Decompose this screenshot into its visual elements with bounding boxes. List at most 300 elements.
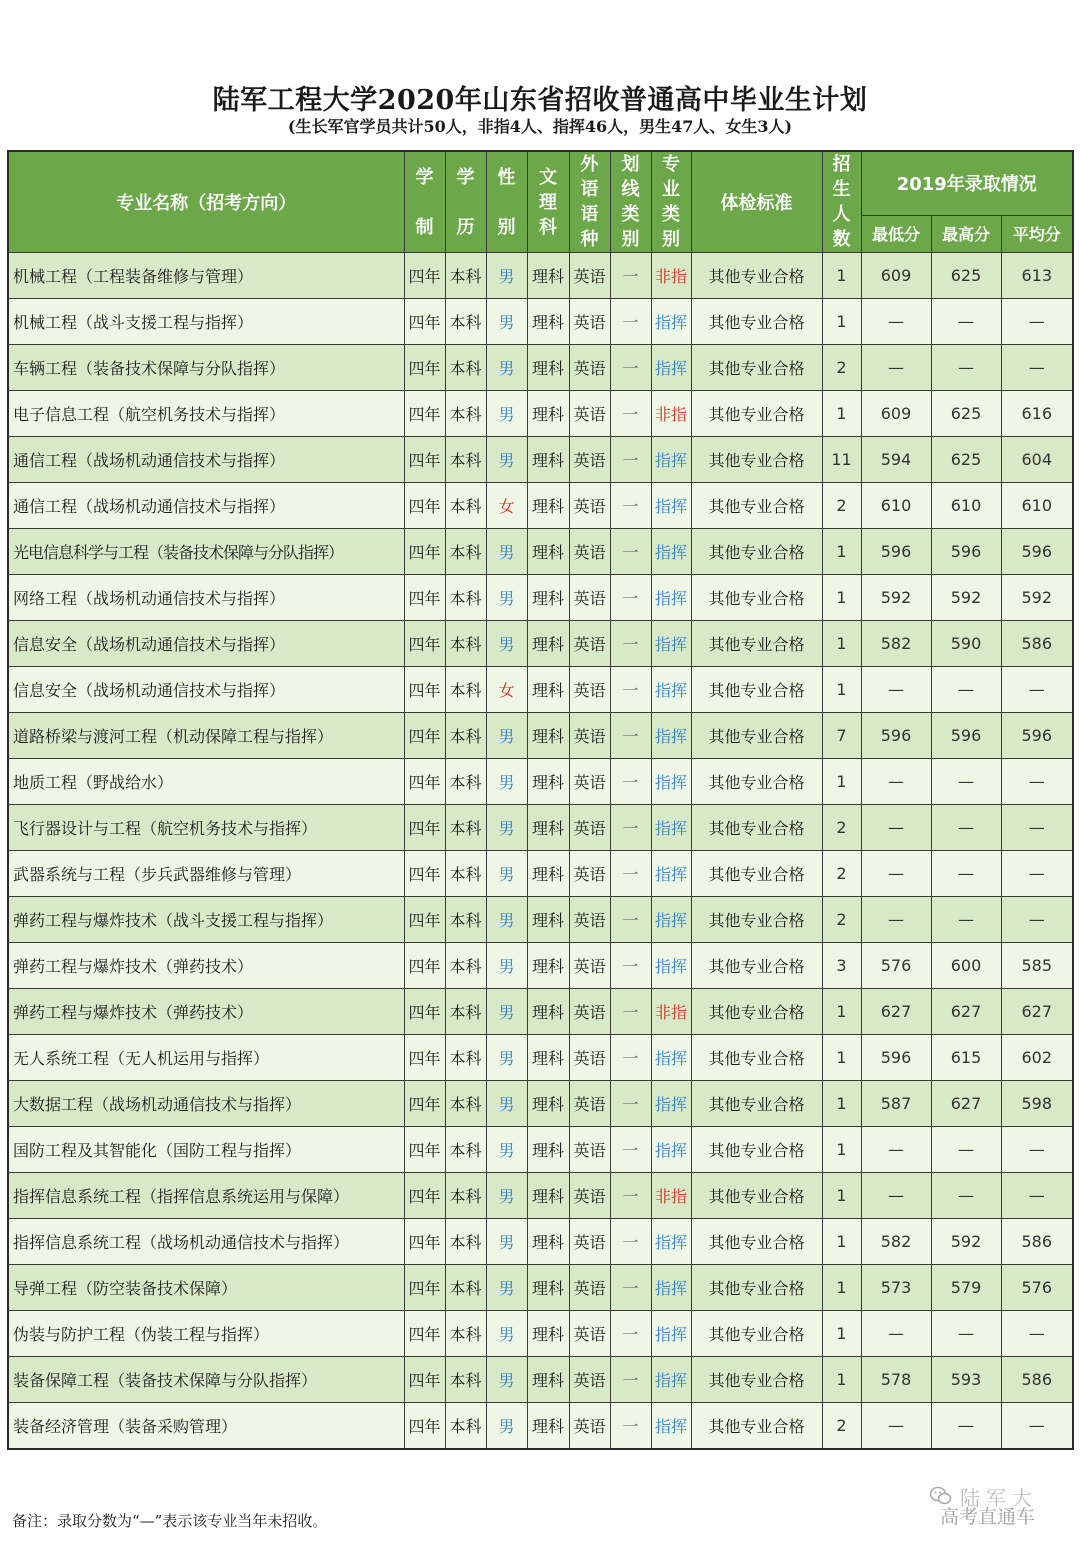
cell-quota: 1	[822, 1127, 861, 1173]
cell-language: 英语	[569, 1173, 610, 1219]
cell-study-years: 四年	[404, 759, 445, 805]
cell-min-score: —	[861, 897, 931, 943]
table-row	[8, 1035, 1073, 1081]
cell-study-years: 四年	[404, 897, 445, 943]
cell-physical: 其他专业合格	[691, 1311, 822, 1357]
header-track: 文 理 科	[527, 151, 569, 253]
table-row	[8, 713, 1073, 759]
cell-avg-score: 586	[1001, 621, 1073, 667]
table-row	[8, 299, 1073, 345]
cell-track: 理科	[527, 1219, 569, 1265]
cell-track: 理科	[527, 529, 569, 575]
cell-line-type: 一	[610, 851, 651, 897]
cell-major: 信息安全（战场机动通信技术与指挥）	[8, 667, 404, 713]
cell-language: 英语	[569, 483, 610, 529]
cell-quota: 2	[822, 805, 861, 851]
cell-quota: 1	[822, 1081, 861, 1127]
cell-study-years: 四年	[404, 1173, 445, 1219]
cell-max-score: —	[931, 345, 1001, 391]
cell-avg-score: 596	[1001, 529, 1073, 575]
cell-avg-score: —	[1001, 345, 1073, 391]
table-row	[8, 1265, 1073, 1311]
cell-category: 非指	[651, 391, 691, 437]
cell-gender: 男	[486, 759, 527, 805]
cell-category: 指挥	[651, 483, 691, 529]
cell-major: 装备经济管理（装备采购管理）	[8, 1403, 404, 1449]
cell-study-years: 四年	[404, 621, 445, 667]
cell-min-score: —	[861, 667, 931, 713]
cell-track: 理科	[527, 483, 569, 529]
cell-max-score: —	[931, 897, 1001, 943]
cell-avg-score: 613	[1001, 253, 1073, 299]
cell-track: 理科	[527, 1127, 569, 1173]
cell-language: 英语	[569, 1403, 610, 1449]
cell-category: 指挥	[651, 943, 691, 989]
cell-quota: 11	[822, 437, 861, 483]
cell-quota: 2	[822, 345, 861, 391]
cell-max-score: 627	[931, 1081, 1001, 1127]
cell-physical: 其他专业合格	[691, 1173, 822, 1219]
cell-gender: 男	[486, 391, 527, 437]
cell-avg-score: 602	[1001, 1035, 1073, 1081]
cell-gender: 男	[486, 299, 527, 345]
cell-physical: 其他专业合格	[691, 345, 822, 391]
cell-degree: 本科	[445, 989, 486, 1035]
cell-major: 武器系统与工程（步兵武器维修与管理）	[8, 851, 404, 897]
table-row	[8, 529, 1073, 575]
cell-line-type: 一	[610, 1311, 651, 1357]
cell-line-type: 一	[610, 1035, 651, 1081]
cell-max-score: 615	[931, 1035, 1001, 1081]
cell-study-years: 四年	[404, 713, 445, 759]
cell-study-years: 四年	[404, 483, 445, 529]
cell-physical: 其他专业合格	[691, 851, 822, 897]
cell-min-score: 582	[861, 621, 931, 667]
cell-study-years: 四年	[404, 1265, 445, 1311]
cell-avg-score: 586	[1001, 1219, 1073, 1265]
cell-study-years: 四年	[404, 299, 445, 345]
cell-physical: 其他专业合格	[691, 621, 822, 667]
cell-major: 信息安全（战场机动通信技术与指挥）	[8, 621, 404, 667]
cell-physical: 其他专业合格	[691, 1403, 822, 1449]
cell-max-score: 592	[931, 575, 1001, 621]
cell-physical: 其他专业合格	[691, 1265, 822, 1311]
cell-avg-score: —	[1001, 1311, 1073, 1357]
table-row	[8, 391, 1073, 437]
header-study-years: 学 制	[404, 151, 445, 253]
cell-max-score: 596	[931, 713, 1001, 759]
cell-line-type: 一	[610, 299, 651, 345]
cell-track: 理科	[527, 345, 569, 391]
cell-language: 英语	[569, 1265, 610, 1311]
table-row	[8, 1311, 1073, 1357]
header-avg-score: 平均分	[1001, 215, 1073, 252]
cell-physical: 其他专业合格	[691, 713, 822, 759]
cell-physical: 其他专业合格	[691, 575, 822, 621]
cell-degree: 本科	[445, 667, 486, 713]
cell-track: 理科	[527, 667, 569, 713]
cell-max-score: 596	[931, 529, 1001, 575]
cell-category: 指挥	[651, 299, 691, 345]
cell-min-score: 594	[861, 437, 931, 483]
cell-min-score: —	[861, 851, 931, 897]
cell-quota: 1	[822, 1173, 861, 1219]
cell-min-score: —	[861, 805, 931, 851]
cell-language: 英语	[569, 529, 610, 575]
cell-major: 机械工程（战斗支援工程与指挥）	[8, 299, 404, 345]
cell-major: 弹药工程与爆炸技术（弹药技术）	[8, 943, 404, 989]
cell-major: 通信工程（战场机动通信技术与指挥）	[8, 437, 404, 483]
cell-degree: 本科	[445, 713, 486, 759]
cell-quota: 1	[822, 253, 861, 299]
cell-degree: 本科	[445, 805, 486, 851]
cell-max-score: 579	[931, 1265, 1001, 1311]
cell-avg-score: 627	[1001, 989, 1073, 1035]
cell-major: 电子信息工程（航空机务技术与指挥）	[8, 391, 404, 437]
cell-study-years: 四年	[404, 1219, 445, 1265]
cell-avg-score: —	[1001, 1403, 1073, 1449]
cell-study-years: 四年	[404, 851, 445, 897]
cell-track: 理科	[527, 1403, 569, 1449]
cell-track: 理科	[527, 851, 569, 897]
cell-physical: 其他专业合格	[691, 1357, 822, 1403]
header-quota: 招 生 人 数	[822, 151, 861, 253]
cell-degree: 本科	[445, 1219, 486, 1265]
cell-category: 非指	[651, 1173, 691, 1219]
cell-major: 道路桥梁与渡河工程（机动保障工程与指挥）	[8, 713, 404, 759]
watermark	[930, 1482, 1070, 1528]
cell-min-score: —	[861, 759, 931, 805]
cell-avg-score: —	[1001, 851, 1073, 897]
cell-min-score: 609	[861, 391, 931, 437]
cell-physical: 其他专业合格	[691, 667, 822, 713]
cell-language: 英语	[569, 1035, 610, 1081]
cell-line-type: 一	[610, 1357, 651, 1403]
cell-degree: 本科	[445, 897, 486, 943]
cell-max-score: —	[931, 1403, 1001, 1449]
cell-min-score: —	[861, 1311, 931, 1357]
cell-line-type: 一	[610, 759, 651, 805]
cell-line-type: 一	[610, 667, 651, 713]
cell-degree: 本科	[445, 759, 486, 805]
cell-avg-score: 598	[1001, 1081, 1073, 1127]
cell-max-score: —	[931, 805, 1001, 851]
cell-avg-score: 592	[1001, 575, 1073, 621]
table-row	[8, 575, 1073, 621]
cell-max-score: —	[931, 667, 1001, 713]
cell-language: 英语	[569, 299, 610, 345]
cell-avg-score: —	[1001, 805, 1073, 851]
cell-min-score: —	[861, 1173, 931, 1219]
cell-track: 理科	[527, 1035, 569, 1081]
table-row	[8, 667, 1073, 713]
cell-degree: 本科	[445, 253, 486, 299]
cell-quota: 7	[822, 713, 861, 759]
cell-track: 理科	[527, 943, 569, 989]
cell-category: 指挥	[651, 529, 691, 575]
cell-avg-score: 604	[1001, 437, 1073, 483]
table-row	[8, 1127, 1073, 1173]
cell-min-score: —	[861, 299, 931, 345]
cell-max-score: 593	[931, 1357, 1001, 1403]
cell-major: 伪装与防护工程（伪装工程与指挥）	[8, 1311, 404, 1357]
cell-track: 理科	[527, 253, 569, 299]
cell-min-score: —	[861, 1403, 931, 1449]
cell-degree: 本科	[445, 1357, 486, 1403]
header-gender: 性 别	[486, 151, 527, 253]
cell-min-score: 578	[861, 1357, 931, 1403]
header-2019-admission: 2019年录取情况	[861, 151, 1073, 215]
cell-min-score: 576	[861, 943, 931, 989]
cell-study-years: 四年	[404, 253, 445, 299]
cell-language: 英语	[569, 437, 610, 483]
cell-major: 导弹工程（防空装备技术保障）	[8, 1265, 404, 1311]
cell-language: 英语	[569, 851, 610, 897]
cell-language: 英语	[569, 713, 610, 759]
cell-physical: 其他专业合格	[691, 989, 822, 1035]
header-physical: 体检标准	[691, 151, 822, 253]
cell-line-type: 一	[610, 483, 651, 529]
cell-major: 大数据工程（战场机动通信技术与指挥）	[8, 1081, 404, 1127]
cell-major: 装备保障工程（装备技术保障与分队指挥）	[8, 1357, 404, 1403]
cell-avg-score: —	[1001, 1173, 1073, 1219]
table-row	[8, 851, 1073, 897]
cell-language: 英语	[569, 1311, 610, 1357]
cell-degree: 本科	[445, 1127, 486, 1173]
cell-study-years: 四年	[404, 1035, 445, 1081]
cell-physical: 其他专业合格	[691, 391, 822, 437]
cell-major: 指挥信息系统工程（战场机动通信技术与指挥）	[8, 1219, 404, 1265]
cell-study-years: 四年	[404, 575, 445, 621]
cell-study-years: 四年	[404, 391, 445, 437]
cell-min-score: 596	[861, 713, 931, 759]
cell-line-type: 一	[610, 713, 651, 759]
header-language: 外 语 语 种	[569, 151, 610, 253]
table-row	[8, 1219, 1073, 1265]
cell-track: 理科	[527, 759, 569, 805]
cell-quota: 3	[822, 943, 861, 989]
cell-category: 指挥	[651, 1357, 691, 1403]
table-row	[8, 621, 1073, 667]
cell-line-type: 一	[610, 1403, 651, 1449]
cell-line-type: 一	[610, 391, 651, 437]
cell-avg-score: 586	[1001, 1357, 1073, 1403]
cell-gender: 男	[486, 943, 527, 989]
cell-avg-score: 596	[1001, 713, 1073, 759]
cell-category: 非指	[651, 989, 691, 1035]
cell-max-score: 625	[931, 437, 1001, 483]
table-row	[8, 253, 1073, 299]
cell-degree: 本科	[445, 1311, 486, 1357]
cell-max-score: —	[931, 759, 1001, 805]
table-row	[8, 1081, 1073, 1127]
cell-avg-score: —	[1001, 667, 1073, 713]
cell-min-score: 596	[861, 529, 931, 575]
cell-degree: 本科	[445, 299, 486, 345]
watermark-line1: 陆军大	[960, 1486, 1038, 1510]
cell-category: 指挥	[651, 621, 691, 667]
cell-category: 指挥	[651, 1219, 691, 1265]
cell-study-years: 四年	[404, 437, 445, 483]
cell-physical: 其他专业合格	[691, 253, 822, 299]
cell-quota: 1	[822, 299, 861, 345]
cell-gender: 男	[486, 345, 527, 391]
footnote: 备注：录取分数为“—”表示该专业当年未招收。	[12, 1512, 328, 1530]
cell-max-score: —	[931, 851, 1001, 897]
table-row	[8, 1357, 1073, 1403]
cell-study-years: 四年	[404, 805, 445, 851]
cell-language: 英语	[569, 943, 610, 989]
cell-degree: 本科	[445, 943, 486, 989]
cell-study-years: 四年	[404, 1081, 445, 1127]
header-max-score: 最高分	[931, 215, 1001, 252]
cell-language: 英语	[569, 1219, 610, 1265]
table-row	[8, 943, 1073, 989]
cell-category: 指挥	[651, 667, 691, 713]
watermark-line2: 高考直通车	[940, 1506, 1036, 1528]
cell-track: 理科	[527, 989, 569, 1035]
cell-track: 理科	[527, 897, 569, 943]
cell-degree: 本科	[445, 437, 486, 483]
cell-gender: 女	[486, 667, 527, 713]
cell-degree: 本科	[445, 1265, 486, 1311]
cell-physical: 其他专业合格	[691, 529, 822, 575]
cell-quota: 1	[822, 1357, 861, 1403]
cell-category: 指挥	[651, 1403, 691, 1449]
cell-gender: 男	[486, 437, 527, 483]
cell-gender: 男	[486, 621, 527, 667]
cell-major: 国防工程及其智能化（国防工程与指挥）	[8, 1127, 404, 1173]
cell-avg-score: 585	[1001, 943, 1073, 989]
cell-language: 英语	[569, 1127, 610, 1173]
cell-track: 理科	[527, 1311, 569, 1357]
page-subtitle: (生长军官学员共计50人，非指4人、指挥46人，男生47人、女生3人)	[287, 117, 793, 136]
cell-track: 理科	[527, 1081, 569, 1127]
table-row	[8, 1403, 1073, 1449]
cell-degree: 本科	[445, 391, 486, 437]
cell-line-type: 一	[610, 1219, 651, 1265]
cell-physical: 其他专业合格	[691, 483, 822, 529]
cell-max-score: —	[931, 1311, 1001, 1357]
cell-quota: 1	[822, 529, 861, 575]
cell-gender: 男	[486, 253, 527, 299]
table-row	[8, 1173, 1073, 1219]
cell-major: 通信工程（战场机动通信技术与指挥）	[8, 483, 404, 529]
cell-gender: 男	[486, 851, 527, 897]
cell-min-score: 582	[861, 1219, 931, 1265]
cell-line-type: 一	[610, 575, 651, 621]
cell-avg-score: 610	[1001, 483, 1073, 529]
cell-study-years: 四年	[404, 943, 445, 989]
cell-language: 英语	[569, 1357, 610, 1403]
cell-avg-score: 576	[1001, 1265, 1073, 1311]
cell-quota: 1	[822, 621, 861, 667]
cell-physical: 其他专业合格	[691, 1219, 822, 1265]
cell-major: 光电信息科学与工程（装备技术保障与分队指挥）	[8, 529, 404, 575]
cell-degree: 本科	[445, 529, 486, 575]
cell-track: 理科	[527, 713, 569, 759]
cell-avg-score: 616	[1001, 391, 1073, 437]
cell-study-years: 四年	[404, 1357, 445, 1403]
cell-language: 英语	[569, 667, 610, 713]
cell-gender: 男	[486, 1127, 527, 1173]
cell-avg-score: —	[1001, 759, 1073, 805]
cell-quota: 2	[822, 897, 861, 943]
cell-min-score: 596	[861, 1035, 931, 1081]
cell-min-score: —	[861, 1127, 931, 1173]
cell-language: 英语	[569, 391, 610, 437]
cell-degree: 本科	[445, 1035, 486, 1081]
cell-min-score: 592	[861, 575, 931, 621]
cell-study-years: 四年	[404, 1403, 445, 1449]
header-major: 专业名称（招考方向）	[8, 151, 404, 253]
cell-min-score: 610	[861, 483, 931, 529]
cell-gender: 男	[486, 529, 527, 575]
cell-max-score: 627	[931, 989, 1001, 1035]
cell-max-score: 625	[931, 391, 1001, 437]
cell-degree: 本科	[445, 345, 486, 391]
cell-major: 机械工程（工程装备维修与管理）	[8, 253, 404, 299]
cell-physical: 其他专业合格	[691, 805, 822, 851]
cell-quota: 2	[822, 1403, 861, 1449]
cell-major: 指挥信息系统工程（指挥信息系统运用与保障）	[8, 1173, 404, 1219]
table-row	[8, 345, 1073, 391]
cell-max-score: —	[931, 299, 1001, 345]
cell-language: 英语	[569, 575, 610, 621]
cell-major: 无人系统工程（无人机运用与指挥）	[8, 1035, 404, 1081]
cell-physical: 其他专业合格	[691, 299, 822, 345]
cell-degree: 本科	[445, 1403, 486, 1449]
cell-degree: 本科	[445, 575, 486, 621]
cell-language: 英语	[569, 989, 610, 1035]
cell-major: 地质工程（野战给水）	[8, 759, 404, 805]
cell-line-type: 一	[610, 943, 651, 989]
cell-study-years: 四年	[404, 667, 445, 713]
cell-category: 指挥	[651, 575, 691, 621]
page-title: 陆军工程大学2020年山东省招收普通高中毕业生计划	[212, 85, 868, 116]
cell-category: 指挥	[651, 1311, 691, 1357]
cell-gender: 男	[486, 1403, 527, 1449]
cell-degree: 本科	[445, 1173, 486, 1219]
cell-quota: 1	[822, 989, 861, 1035]
cell-max-score: —	[931, 1173, 1001, 1219]
cell-min-score: 609	[861, 253, 931, 299]
cell-track: 理科	[527, 1357, 569, 1403]
cell-degree: 本科	[445, 851, 486, 897]
cell-gender: 男	[486, 897, 527, 943]
cell-category: 指挥	[651, 805, 691, 851]
cell-physical: 其他专业合格	[691, 1035, 822, 1081]
cell-line-type: 一	[610, 529, 651, 575]
cell-avg-score: —	[1001, 1127, 1073, 1173]
cell-min-score: 573	[861, 1265, 931, 1311]
cell-category: 非指	[651, 253, 691, 299]
table-body	[8, 253, 1073, 1449]
cell-physical: 其他专业合格	[691, 759, 822, 805]
header-degree: 学 历	[445, 151, 486, 253]
cell-gender: 男	[486, 805, 527, 851]
cell-quota: 1	[822, 1219, 861, 1265]
cell-category: 指挥	[651, 1127, 691, 1173]
cell-major: 弹药工程与爆炸技术（战斗支援工程与指挥）	[8, 897, 404, 943]
cell-gender: 男	[486, 1311, 527, 1357]
cell-degree: 本科	[445, 621, 486, 667]
cell-line-type: 一	[610, 989, 651, 1035]
cell-category: 指挥	[651, 1081, 691, 1127]
table-row	[8, 805, 1073, 851]
cell-gender: 男	[486, 1081, 527, 1127]
cell-track: 理科	[527, 391, 569, 437]
